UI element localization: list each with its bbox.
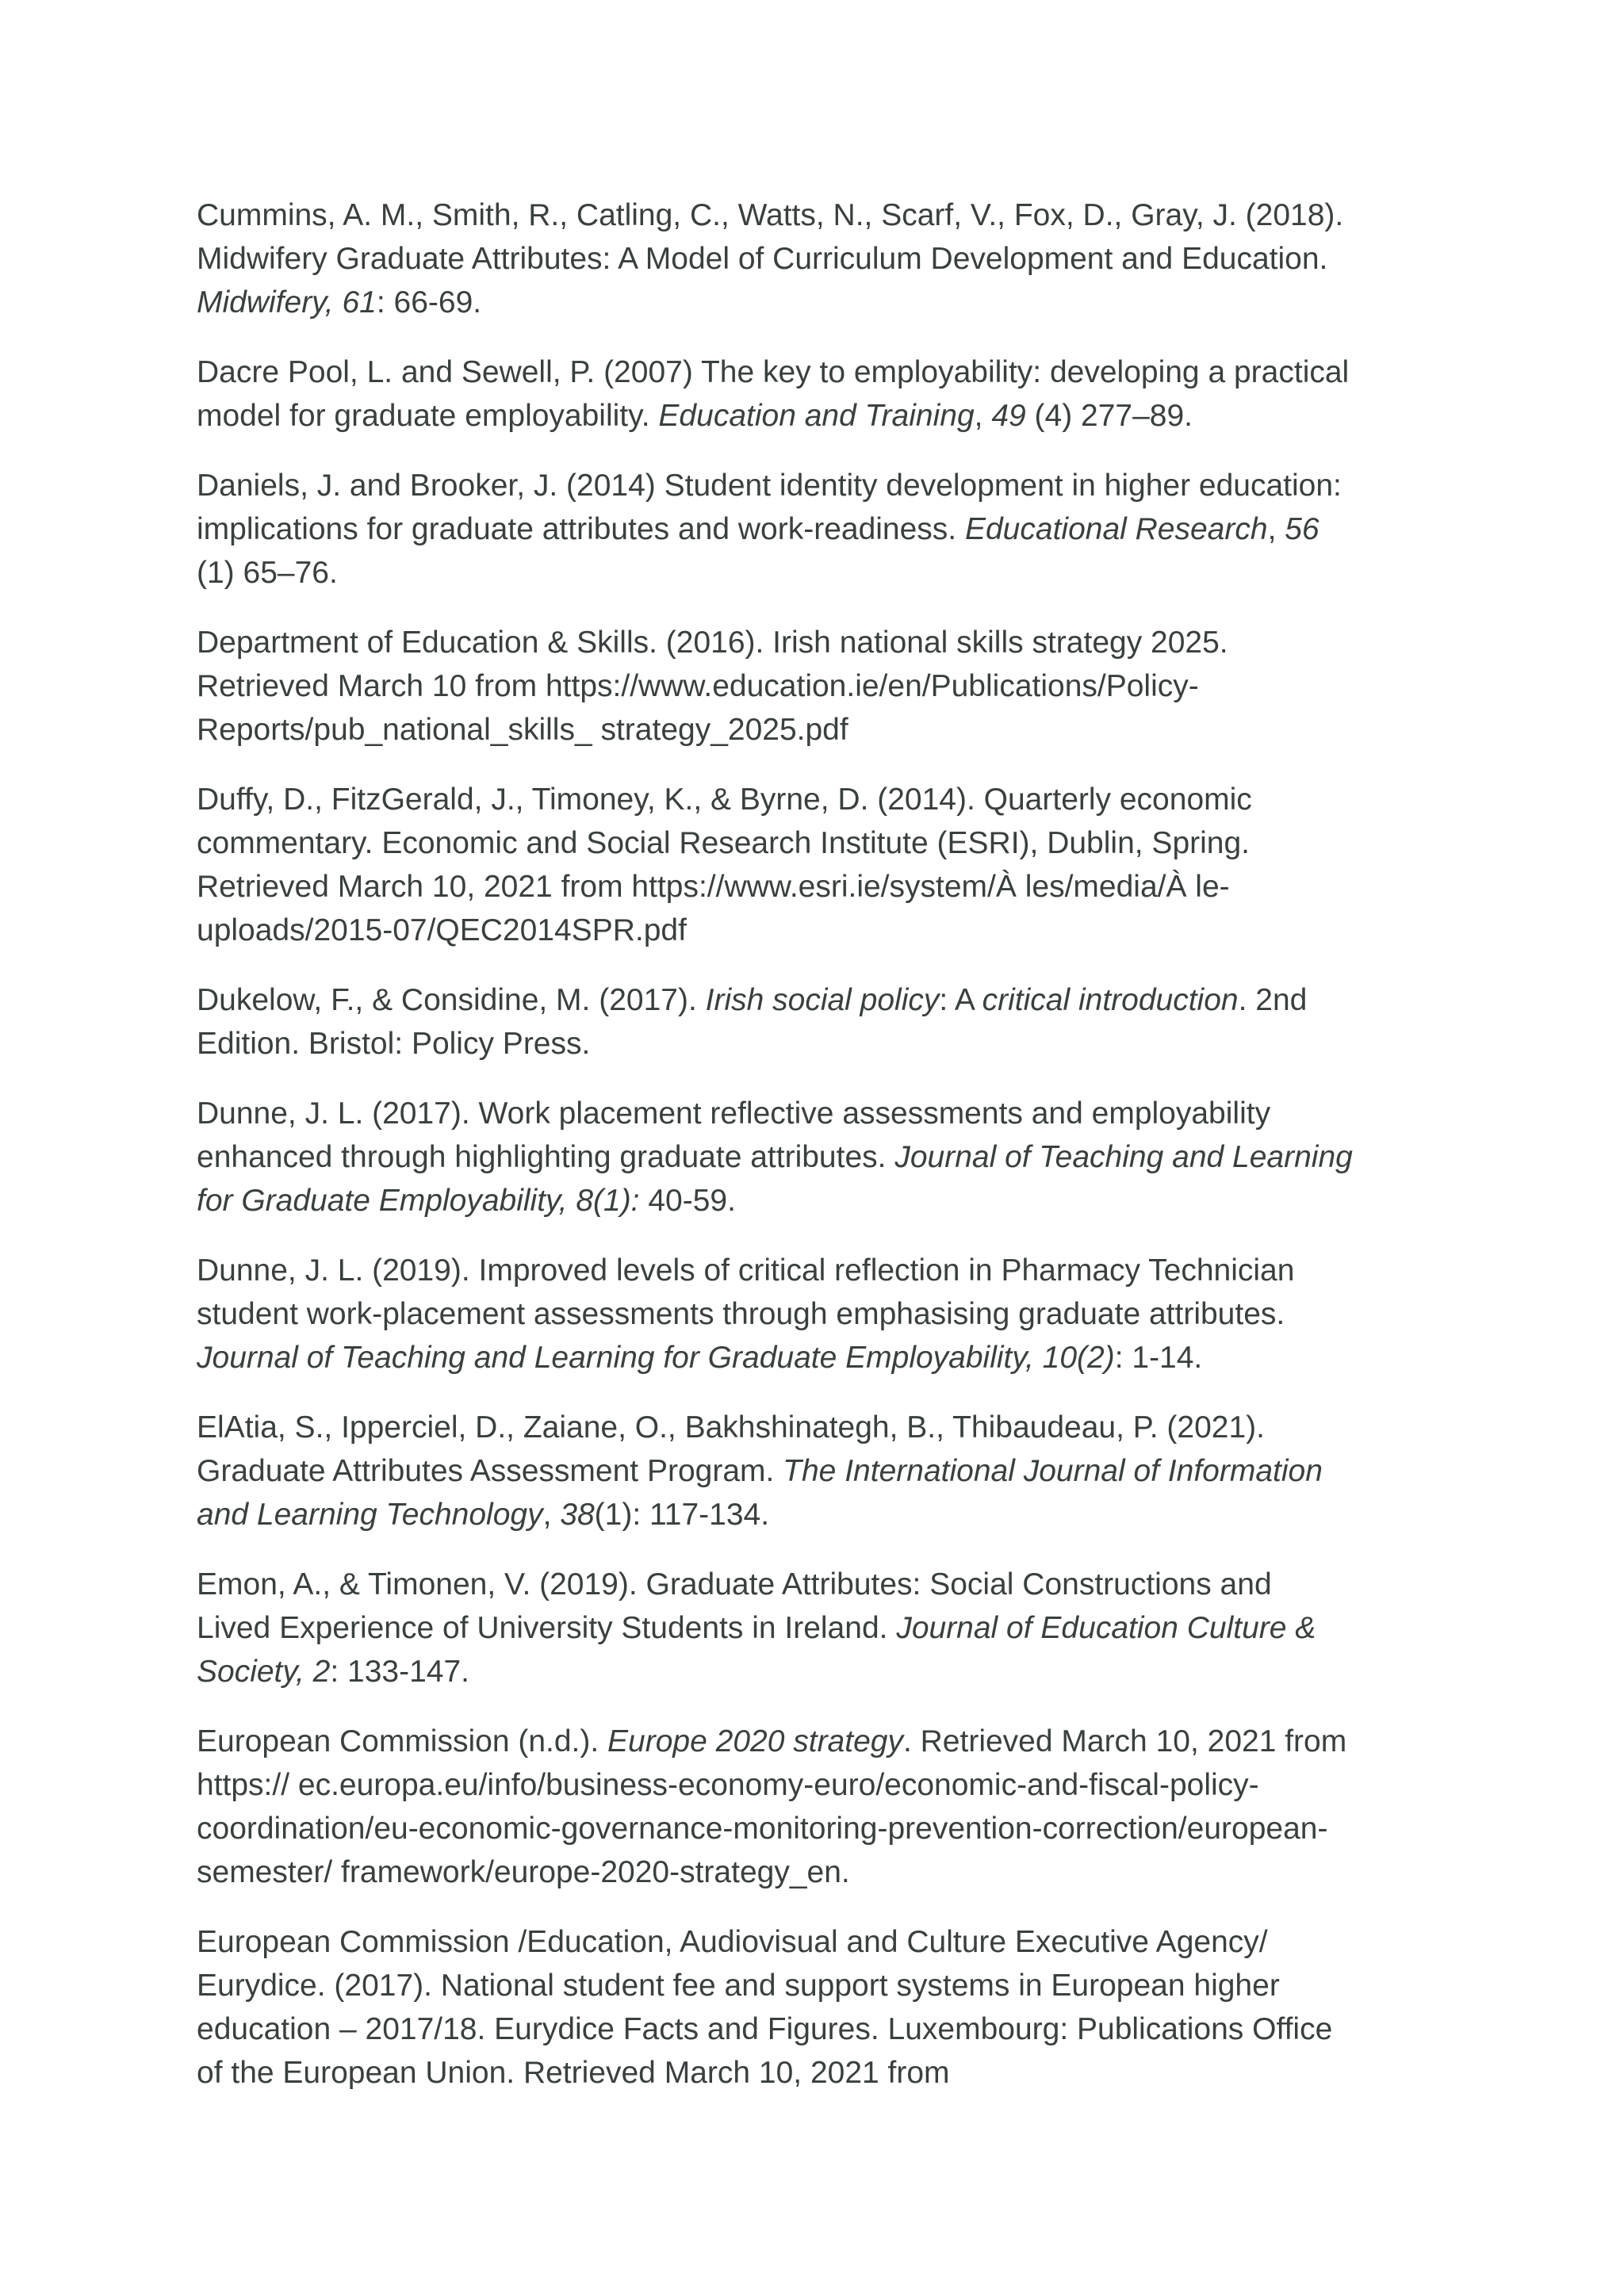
reference-italic-segment: Journal of Education Culture &	[896, 1611, 1316, 1645]
reference-line	[197, 978, 1434, 1022]
reference-text-segment: semester/ framework/europe-2020-strategy_en.	[197, 1855, 850, 1889]
reference-line	[197, 1022, 1434, 1066]
reference-list	[197, 193, 1434, 2121]
reference-text-segment: ,	[542, 1498, 561, 1532]
reference-entry	[197, 621, 1434, 752]
reference-text-segment: Dacre Pool, L. and Sewell, P. (2007) The key to employability: developing a practical	[197, 355, 1350, 389]
reference-entry	[197, 1720, 1434, 1894]
reference-text-segment: Graduate Attributes Assessment Program.	[197, 1454, 783, 1488]
reference-line	[197, 909, 1434, 952]
reference-entry	[197, 778, 1434, 952]
reference-italic-segment: Society, 2	[197, 1655, 331, 1689]
reference-line	[197, 1092, 1434, 1135]
reference-italic-segment: Midwifery, 61	[197, 285, 377, 320]
reference-text-segment: Midwifery Graduate Attributes: A Model of Curriculum Development and Education.	[197, 242, 1328, 276]
reference-entry	[197, 464, 1434, 595]
reference-line	[197, 708, 1434, 752]
reference-line	[197, 1179, 1434, 1223]
reference-text-segment: Retrieved March 10, 2021 from https://www.esri.ie/system/À les/media/À le-	[197, 870, 1230, 904]
reference-text-segment: European Commission /Education, Audiovisual and Culture Executive Agency/	[197, 1925, 1268, 1959]
reference-text-segment: Eurydice. (2017). National student fee and support systems in European higher	[197, 1969, 1280, 2003]
reference-line	[197, 1850, 1434, 1894]
reference-line	[197, 1720, 1434, 1763]
reference-entry	[197, 1406, 1434, 1536]
reference-text-segment: (1): 117-134.	[594, 1498, 770, 1532]
reference-text-segment: Dunne, J. L. (2019). Improved levels of critical reflection in Pharmacy Technician	[197, 1253, 1295, 1288]
reference-text-segment: : 1-14.	[1114, 1341, 1203, 1375]
reference-text-segment: enhanced through highlighting graduate attributes.	[197, 1140, 895, 1174]
reference-text-segment: ElAtia, S., Ipperciel, D., Zaiane, O., Bakhshinategh, B., Thibaudeau, P. (2021).	[197, 1410, 1266, 1445]
reference-text-segment: : 66-69.	[376, 285, 482, 320]
reference-text-segment: commentary. Economic and Social Research Institute (ESRI), Dublin, Spring.	[197, 826, 1250, 860]
reference-line	[197, 1135, 1434, 1179]
reference-line	[197, 1763, 1434, 1807]
reference-text-segment: Retrieved March 10 from https://www.education.ie/en/Publications/Policy-	[197, 669, 1199, 703]
reference-text-segment: Emon, A., & Timonen, V. (2019). Graduate Attributes: Social Constructions and	[197, 1567, 1272, 1601]
reference-italic-segment: The International Journal of Information	[783, 1454, 1323, 1488]
reference-text-segment: implications for graduate attributes and work-readiness.	[197, 512, 965, 546]
reference-line	[197, 1449, 1434, 1493]
reference-text-segment: . Retrieved March 10, 2021 from	[902, 1724, 1347, 1758]
reference-entry	[197, 1092, 1434, 1223]
reference-line	[197, 1807, 1434, 1850]
reference-line	[197, 507, 1434, 551]
reference-entry	[197, 978, 1434, 1066]
reference-italic-segment: for Graduate Employability, 8(1):	[197, 1184, 640, 1218]
reference-line	[197, 865, 1434, 909]
reference-text-segment: Daniels, J. and Brooker, J. (2014) Student identity development in higher education:	[197, 469, 1342, 503]
reference-line	[197, 1336, 1434, 1380]
reference-text-segment: coordination/eu-economic-governance-monitoring-prevention-correction/european-	[197, 1812, 1328, 1846]
reference-line	[197, 821, 1434, 865]
reference-line	[197, 193, 1434, 237]
reference-text-segment: . 2nd	[1238, 983, 1308, 1017]
reference-text-segment: uploads/2015-07/QEC2014SPR.pdf	[197, 913, 687, 947]
reference-text-segment: student work-placement assessments through emphasising graduate attributes.	[197, 1297, 1285, 1331]
reference-text-segment: model for graduate employability.	[197, 399, 659, 433]
reference-text-segment: Duffy, D., FitzGerald, J., Timoney, K., & Byrne, D. (2014). Quarterly economic	[197, 783, 1252, 817]
reference-line	[197, 237, 1434, 281]
reference-italic-segment: Europe 2020 strategy	[607, 1724, 903, 1758]
reference-line	[197, 394, 1434, 438]
reference-italic-segment: Education and Training	[658, 399, 975, 433]
reference-text-segment: European Commission (n.d.).	[197, 1724, 608, 1758]
reference-text-segment: Edition. Bristol: Policy Press.	[197, 1027, 591, 1061]
reference-text-segment: Lived Experience of University Students in Ireland.	[197, 1611, 897, 1645]
reference-italic-segment: critical introduction	[982, 983, 1239, 1017]
reference-text-segment: (4) 277–89.	[1025, 399, 1193, 433]
reference-italic-segment: and Learning Technology	[197, 1498, 543, 1532]
reference-line	[197, 1606, 1434, 1650]
reference-line	[197, 2007, 1434, 2051]
reference-italic-segment: 49	[991, 399, 1026, 433]
reference-entry	[197, 1563, 1434, 1693]
reference-line	[197, 1563, 1434, 1606]
reference-text-segment: https:// ec.europa.eu/info/business-economy-euro/economic-and-fiscal-policy-	[197, 1768, 1259, 1802]
reference-line	[197, 1292, 1434, 1336]
reference-text-segment: (1) 65–76.	[197, 556, 338, 590]
reference-text-segment: education – 2017/18. Eurydice Facts and Figures. Luxembourg: Publications Office	[197, 2012, 1333, 2046]
reference-line	[197, 1249, 1434, 1292]
reference-text-segment: Dunne, J. L. (2017). Work placement reflective assessments and employability	[197, 1096, 1271, 1131]
reference-italic-segment: Journal of Teaching and Learning	[894, 1140, 1353, 1174]
reference-line	[197, 1406, 1434, 1449]
reference-text-segment: : A	[939, 983, 982, 1017]
reference-line	[197, 1964, 1434, 2007]
reference-text-segment: ,	[1267, 512, 1285, 546]
reference-line	[197, 281, 1434, 324]
reference-line	[197, 621, 1434, 664]
reference-italic-segment: Journal of Teaching and Learning for Graduate Employability, 10(2)	[197, 1341, 1115, 1375]
reference-text-segment: : 133-147.	[330, 1655, 469, 1689]
reference-italic-segment: 56	[1285, 512, 1320, 546]
reference-text-segment: Dukelow, F., & Considine, M. (2017).	[197, 983, 706, 1017]
reference-italic-segment: Irish social policy	[705, 983, 940, 1017]
reference-entry	[197, 1920, 1434, 2095]
reference-italic-segment: 38	[560, 1498, 595, 1532]
reference-line	[197, 1493, 1434, 1536]
reference-text-segment: 40-59.	[639, 1184, 736, 1218]
reference-text-segment: Department of Education & Skills. (2016). Irish national skills strategy 2025.	[197, 626, 1228, 660]
reference-line	[197, 1920, 1434, 1964]
reference-line	[197, 551, 1434, 595]
reference-entry	[197, 350, 1434, 438]
reference-text-segment: Reports/pub_national_skills_ strategy_2025.pdf	[197, 713, 848, 747]
reference-entry	[197, 1249, 1434, 1380]
reference-text-segment: Cummins, A. M., Smith, R., Catling, C., Watts, N., Scarf, V., Fox, D., Gray, J. (2018).	[197, 198, 1344, 232]
reference-line	[197, 464, 1434, 507]
reference-text-segment: ,	[974, 399, 992, 433]
reference-line	[197, 1650, 1434, 1693]
reference-line	[197, 664, 1434, 708]
reference-line	[197, 778, 1434, 821]
reference-entry	[197, 193, 1434, 324]
reference-line	[197, 350, 1434, 394]
reference-italic-segment: Educational Research	[964, 512, 1268, 546]
reference-text-segment: of the European Union. Retrieved March 10, 2021 from	[197, 2056, 950, 2090]
reference-line	[197, 2051, 1434, 2095]
